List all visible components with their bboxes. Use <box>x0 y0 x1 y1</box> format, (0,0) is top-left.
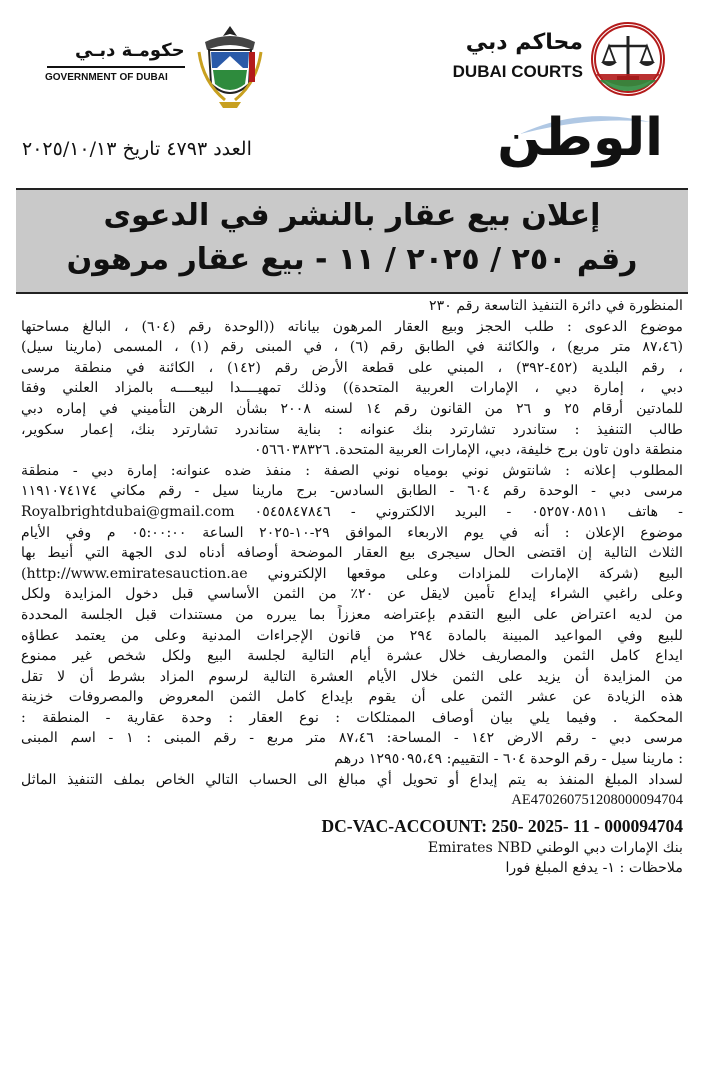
dubai-courts-logo <box>405 22 665 92</box>
body-line: من لديه اعتراض على البيع التقدم بإعتراضه معززاً بما يبرره من مستندات قبل الجلسة المحددة <box>21 606 683 623</box>
government-divider <box>47 66 185 68</box>
body-line: لسداد المبلغ المنفذ به يتم إيداع أو تحويل أي مبالغ الى الحساب التالي الخاص بملف التنفيذ الماثل <box>21 771 683 788</box>
body-line: مرسى دبي - رقم الارض ١٤٢ - المساحة: ٨٧،٤٦ متر مربع - رقم المبنى : ١ - اسم المبنى <box>21 730 683 747</box>
notice-body <box>21 296 683 879</box>
newspaper-masthead: الوطن <box>497 108 663 168</box>
issue-number-date: العدد ٤٧٩٣ تاريخ ٢٠٢٥/١٠/١٣ <box>22 138 252 160</box>
body-line: دبي ، إمارة دبي ، الإمارات العربية المتحدة)) وذلك تمهيــــدا لبيعــــه بالمزاد العلني وفقا <box>21 380 683 397</box>
body-line: موضوع الإعلان : أنه في يوم الاربعاء الموافق ٢٩-١٠-٢٠٢٥ الساعة ٠٥:٠٠:٠٠ م وفي الأيام <box>21 524 683 541</box>
body-line: مرسى دبي - الوحدة رقم ٦٠٤ - الطابق السادس- برج مارينا سيل - رقم مكاني ١١٩١٠٧٤١٧٤ <box>21 483 683 500</box>
body-line: الثلاث التالية إن اقتضى الحال سيجرى بيع العقار الموضحة أوصافه أدناه لدى الجهة التي أنيط بها <box>21 545 683 562</box>
body-line: للبيع وفي المواعيد المبينة بالمادة ٢٩٤ من قانون الإجراءات المدنية وعلى من يعتمد عطاؤه <box>21 627 683 644</box>
body-line: المحكمة . وفيما يلي بيان أوصاف الممتلكات : نوع العقار : وحدة عقارية - المنطقة : <box>21 709 683 726</box>
government-name-english: GOVERNMENT OF DUBAI <box>45 72 168 83</box>
notes-line: ملاحظات : ١- يدفع المبلغ فورا <box>505 860 683 877</box>
body-line: من المزايدة أن يزيد على الثمن خلال الأيام العشرة التالية لرسوم المزاد بشرط أن لا تقل <box>21 668 683 685</box>
body-line: ايداع كامل الثمن والمصاريف خلال عشرة أيام التالية لجلسة البيع ولكل شخص غير ممنوع <box>21 648 683 665</box>
scales-of-justice-icon <box>591 22 665 96</box>
government-of-dubai-logo <box>45 22 285 112</box>
body-line: (٨٧،٤٦ متر مربع) ، والكائنة في الطابق رقم (٦) ، في المبنى رقم (١) ، المسمى (مارينا سيل) <box>21 339 683 356</box>
body-line: ، رقم البلدية (٤٥٢-٣٩٢) ، المبني على قطعة الأرض رقم (١٤٢) ، الكائنة في منطقة مرسى <box>21 359 683 376</box>
notice-title-box <box>16 188 688 294</box>
dubai-emblem-icon <box>195 22 265 110</box>
body-line: المطلوب إعلانه : شانتوش نوني بومياه نوني الصفة : منفذ ضده عنوانه: إمارة دبي - منطقة <box>21 462 683 479</box>
body-line: المنظورة في دائرة التنفيذ التاسعة رقم ٢٣٠ <box>428 298 683 314</box>
government-name-arabic: حكومـة دبـي <box>75 40 185 61</box>
notice-title-line-1: إعلان بيع عقار بالنشر في الدعوى <box>103 198 601 233</box>
body-line: - هاتف ٠٥٢٥٧٠٨٥١١ - البريد الالكتروني - ٠٥٤٥٨٤٧٨٤٦ Royalbrightdubai@gmail.com <box>21 503 683 520</box>
courts-name-arabic: محاكم دبي <box>465 30 583 55</box>
body-line: للمادتين أرقام ٢٥ و ٢٦ من القانون رقم ١٤ لسنه ٢٠٠٨ بشأن الرهن التأميني في إماره دبي <box>21 400 683 417</box>
body-line: هذه الزيادة عن عشر الثمن على أن يقوم بإيداع كامل الثمن المعروض والمصروفات خزينة <box>21 689 683 706</box>
iban-line: AE470260751208000094704 <box>511 792 683 809</box>
notice-title-line-2: رقم ٢٥٠ / ٢٠٢٥ / ١١ - بيع عقار مرهون <box>66 242 638 277</box>
body-line: موضوع الدعوى : طلب الحجز وبيع العقار المرهون بياناته ((الوحدة رقم (٦٠٤) ، البالغ مساحتها <box>21 318 683 335</box>
courts-name-english: DUBAI COURTS <box>452 62 583 81</box>
body-line: وعلى راغبي الشراء إيداع تأمين لايقل عن ٢٠٪ من الثمن الأساسي قبل دخول المزايدة ولكل <box>21 586 683 603</box>
bank-name-line: بنك الإمارات دبي الوطني Emirates NBD <box>427 839 683 856</box>
body-line: منطقة داون تاون برج خليفة، دبي، الإمارات العربية المتحدة. ٠٥٦٦٠٣٨٣٢٦ <box>253 442 683 459</box>
body-line: طالب التنفيذ : ستاندرد تشارترد بنك عنوانه : بناية ستاندرد تشارترد بنك، إعمار سكوير، <box>21 421 683 438</box>
body-line: : مارينا سيل - رقم الوحدة ٦٠٤ - التقييم: ١٢٩٥٠٩٥،٤٩ درهم <box>334 751 683 768</box>
body-line: البيع (شركة الإمارات للمزادات وعلى موقعها الإلكتروني http://www.emiratesauction.ae) <box>21 565 683 582</box>
account-number-line: DC-VAC-ACCOUNT: 250- 2025- 11 - 000094704 <box>321 815 683 836</box>
